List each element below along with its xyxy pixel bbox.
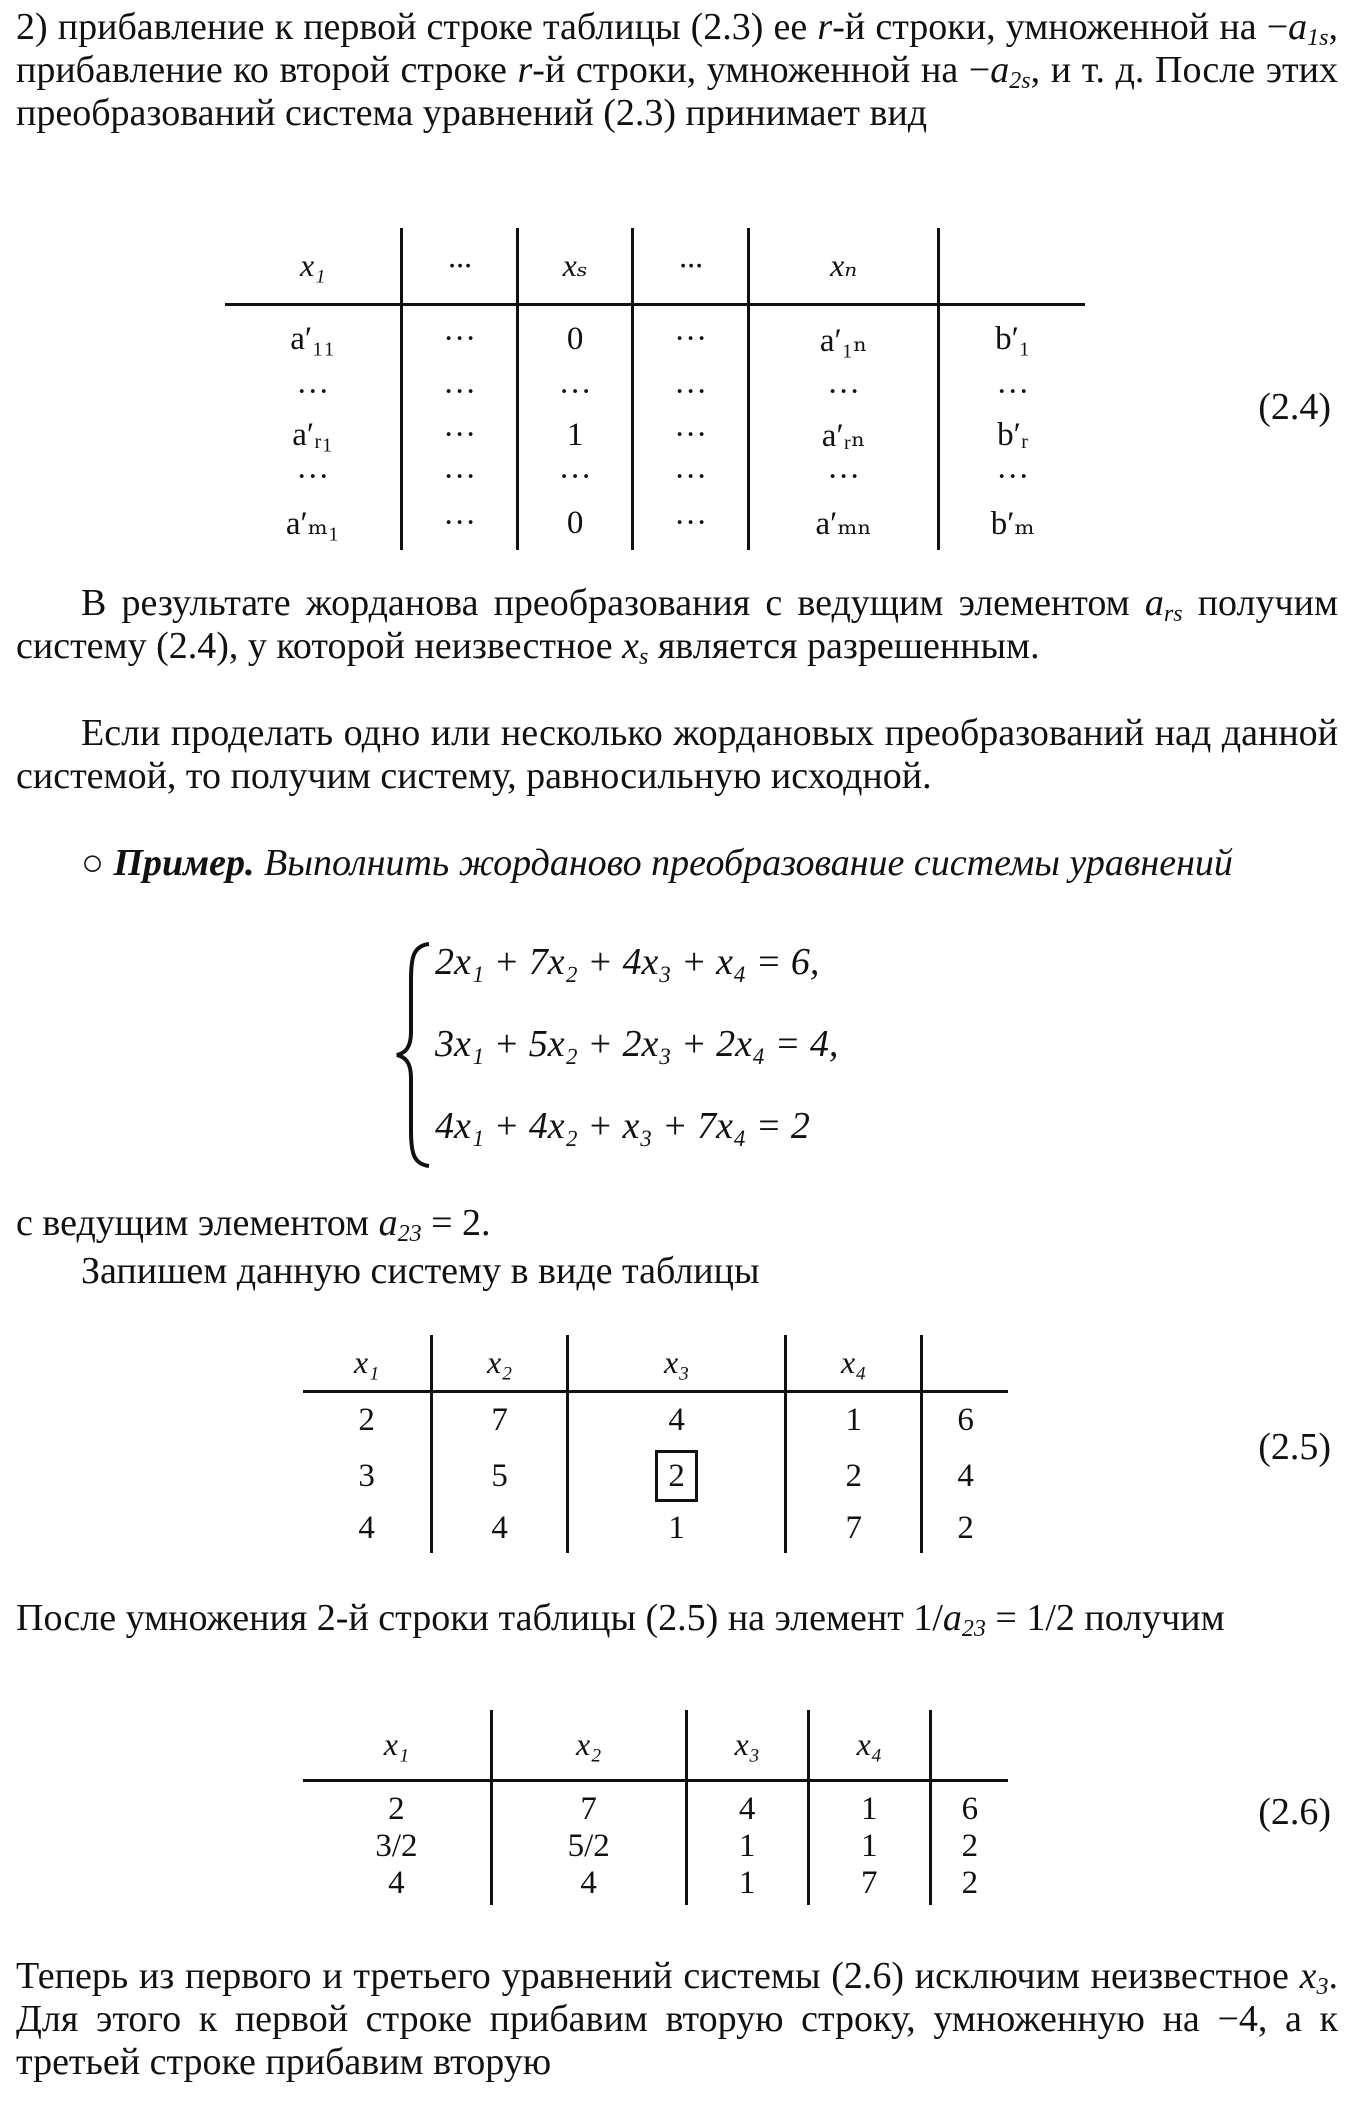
table-header-cell: x₁ xyxy=(225,228,402,304)
table-cell: ··· xyxy=(633,411,748,459)
paragraph-table-intro: Запишем данную систему в виде таблицы xyxy=(81,1250,760,1292)
table-cell: 1 xyxy=(808,1780,930,1828)
equation-line: 3x₁ + 5x₂ + 2x₃ + 2x₄ = 4, xyxy=(435,1023,839,1065)
table-cell: ··· xyxy=(225,374,402,411)
equation-number: (2.5) xyxy=(1258,1426,1331,1468)
table-row xyxy=(225,374,1085,411)
table-cell: ··· xyxy=(633,459,748,496)
table-cell: ··· xyxy=(996,374,1030,410)
table-cell: ··· xyxy=(633,496,748,550)
table-cell: 4 xyxy=(303,1865,491,1905)
table-cell: 2 xyxy=(786,1449,922,1503)
paragraph-result: В результате жорданова преобразования с ведущим элементом $a_{rs}$ получим систему (2.4), у которой неизвестное $x_s$ является разрешенным. xyxy=(16,582,1338,670)
table-cell: 2 xyxy=(961,1828,979,1864)
table-header-cell xyxy=(939,228,1085,304)
table-cell: ··· xyxy=(402,459,517,496)
table-cell: b′₁ xyxy=(995,321,1031,358)
table-cell: 1 xyxy=(568,1503,786,1553)
table-cell: 5/2 xyxy=(491,1828,686,1865)
table-cell: ··· xyxy=(402,374,517,411)
table-row xyxy=(225,496,1085,550)
table-row xyxy=(225,459,1085,496)
table-cell: 1 xyxy=(686,1828,808,1865)
pivot-element: 2 xyxy=(655,1450,698,1502)
table-cell: 5 xyxy=(432,1449,568,1503)
table-cell: 3 xyxy=(303,1449,432,1503)
table-header-cell: x₁ xyxy=(303,1710,491,1780)
paragraph-multiply: После умножения 2-й строки таблицы (2.5) на элемент $1/a_{23} = 1/2$ получим xyxy=(16,1597,1225,1642)
table-header-cell: x₃ xyxy=(686,1710,808,1780)
table-cell: ··· xyxy=(996,459,1030,495)
table-header-cell: x₂ xyxy=(491,1710,686,1780)
table-cell: 4 xyxy=(491,1865,686,1905)
table-2-5 xyxy=(303,1335,1008,1553)
table-cell: 7 xyxy=(808,1865,930,1905)
table-header-cell xyxy=(922,1335,1008,1391)
table-2-4 xyxy=(225,228,1085,550)
table-cell: a′ₘₙ xyxy=(748,496,939,550)
paragraph-eliminate: Теперь из первого и третьего уравнений системы (2.6) исключим неизвестное $x_3$. Для этого к первой строке прибавим вторую строку, умноженную на −4, а к третьей строке прибавим вторую xyxy=(16,1955,1338,2083)
table-cell: 4 xyxy=(432,1503,568,1553)
table-cell: 1 xyxy=(808,1828,930,1865)
table-header-cell: x₁ xyxy=(303,1335,432,1391)
table-cell: 7 xyxy=(786,1503,922,1553)
table-cell: b′ᵣ xyxy=(997,416,1029,453)
table-header-cell: ··· xyxy=(402,228,517,304)
table-cell: 4 xyxy=(686,1780,808,1828)
table-2-6 xyxy=(303,1710,1008,1905)
table-cell: ··· xyxy=(748,374,939,411)
table-cell: ··· xyxy=(633,304,748,374)
table-cell: 2 xyxy=(957,1509,974,1546)
equation-system xyxy=(395,940,995,1170)
table-cell: b′ₘ xyxy=(990,506,1035,542)
table-header-cell: x₄ xyxy=(808,1710,930,1780)
table-cell: ··· xyxy=(402,411,517,459)
table-cell: 2 xyxy=(961,1865,979,1901)
table-cell: 6 xyxy=(961,1791,979,1827)
table-cell: a′₁ₙ xyxy=(748,304,939,374)
table-header-cell: ··· xyxy=(633,228,748,304)
paragraph-example: ○ Пример. Выполнить жорданово преобразование системы уравнений xyxy=(81,842,1233,884)
table-cell: 3/2 xyxy=(303,1828,491,1865)
table-header-cell: xₛ xyxy=(517,228,632,304)
table-cell: ··· xyxy=(225,459,402,496)
table-cell: 2 xyxy=(303,1391,432,1449)
table-cell: 0 xyxy=(517,496,632,550)
table-cell: 0 xyxy=(517,304,632,374)
table-cell: a′ᵣ₁ xyxy=(225,411,402,459)
table-header-cell: x₂ xyxy=(432,1335,568,1391)
table-header-cell xyxy=(930,1710,1008,1780)
left-brace-icon xyxy=(395,940,435,1170)
table-row xyxy=(225,304,1085,374)
table-row xyxy=(303,1391,1008,1449)
table-row xyxy=(303,1780,1008,1828)
table-header-cell: x₃ xyxy=(568,1335,786,1391)
table-cell: 7 xyxy=(491,1780,686,1828)
table-cell: a′ᵣₙ xyxy=(748,411,939,459)
paragraph-intro: 2) прибавление к первой строке таблицы (2.3) ее r-й строки, умноженной на $-a_{1s}$, прибавление ко второй строке r-й строки, умноженной на $-a_{2s}$, и т. д. После этих преобразований система уравнений (2.3) принимает вид xyxy=(16,6,1339,134)
table-cell: 4 xyxy=(568,1391,786,1449)
paragraph-equivalence: Если проделать одно или несколько жордановых преобразований над данной системой, то получим систему, равносильную исходной. xyxy=(16,712,1338,797)
table-row xyxy=(225,411,1085,459)
table-cell: ··· xyxy=(633,374,748,411)
table-cell: ··· xyxy=(402,304,517,374)
table-row xyxy=(303,1503,1008,1553)
table-header-cell: x₄ xyxy=(786,1335,922,1391)
table-row xyxy=(303,1828,1008,1865)
table-cell: 4 xyxy=(303,1503,432,1553)
table-cell: 2 xyxy=(303,1780,491,1828)
equation-line: 4x₁ + 4x₂ + x₃ + 7x₄ = 2 xyxy=(435,1105,810,1147)
table-cell: ··· xyxy=(517,374,632,411)
paragraph-pivot: с ведущим элементом $a_{23} = 2$. xyxy=(16,1202,491,1247)
table-cell: ··· xyxy=(517,459,632,496)
table-cell: 1 xyxy=(786,1391,922,1449)
table-cell: a′ₘ₁ xyxy=(225,496,402,550)
table-row xyxy=(303,1865,1008,1905)
equation-number: (2.4) xyxy=(1258,386,1331,428)
equation-line: 2x₁ + 7x₂ + 4x₃ + x₄ = 6, xyxy=(435,941,820,983)
table-cell: a′₁₁ xyxy=(225,304,402,374)
table-row xyxy=(303,1449,1008,1503)
table-cell: 1 xyxy=(686,1865,808,1905)
equation-number: (2.6) xyxy=(1258,1791,1331,1833)
pivot-cell xyxy=(568,1449,786,1503)
table-cell: ··· xyxy=(748,459,939,496)
table-cell: 1 xyxy=(517,411,632,459)
table-cell: 6 xyxy=(957,1402,974,1439)
table-cell: 7 xyxy=(432,1391,568,1449)
table-cell: ··· xyxy=(402,496,517,550)
table-cell: 4 xyxy=(957,1457,974,1494)
table-header-cell: xₙ xyxy=(748,228,939,304)
